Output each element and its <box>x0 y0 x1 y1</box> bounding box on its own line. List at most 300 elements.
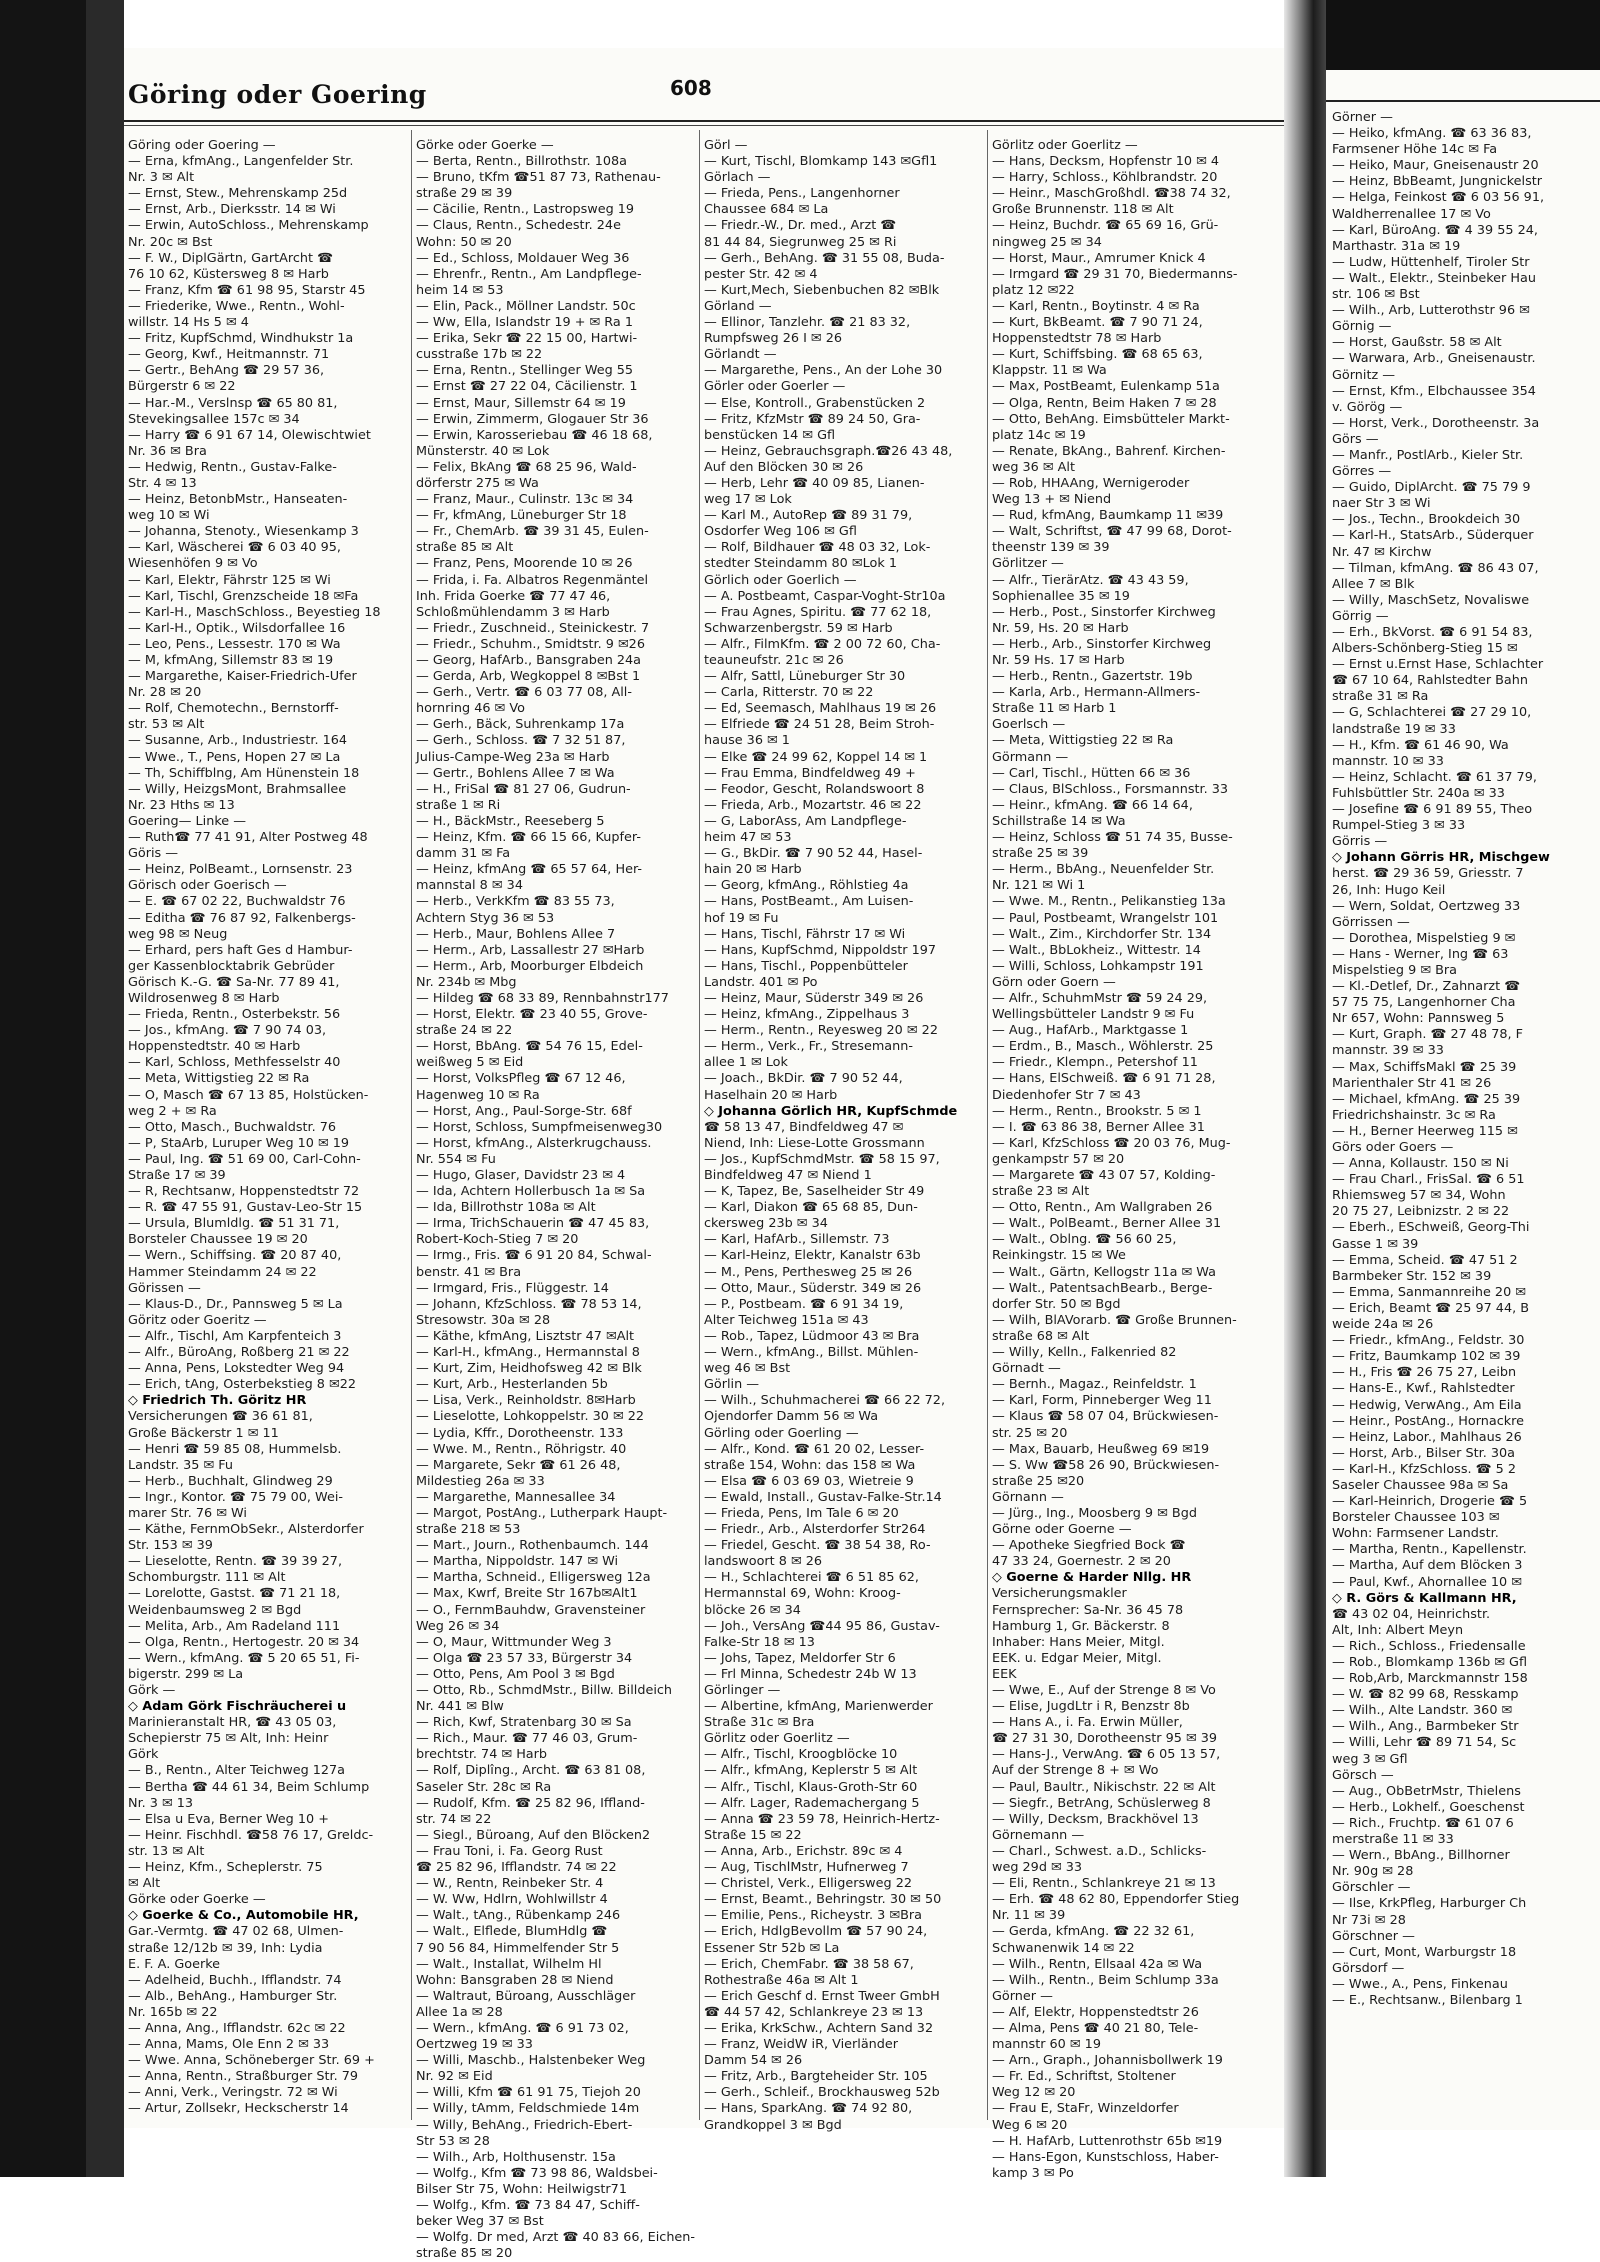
directory-entry: — Rich., Schloss., Friedensalle <box>1332 1638 1526 1654</box>
directory-entry: naer Str 3 ✉ Wi <box>1332 496 1431 512</box>
directory-entry: Robert-Koch-Stieg 7 ✉ 20 <box>416 1232 579 1248</box>
listing-column-2 <box>416 138 696 2262</box>
directory-entry: — Otto, Rentn., Am Wallgraben 26 <box>992 1200 1213 1216</box>
directory-entry: Nr. 92 ✉ Eid <box>416 2069 493 2085</box>
directory-entry: — Wwe. M., Rentn., Röhrigstr. 40 <box>416 1441 627 1457</box>
directory-entry: Landstr. 401 ✉ Po <box>704 974 818 990</box>
directory-entry: Marinieranstalt HR, ☎ 43 05 03, <box>128 1715 337 1731</box>
directory-entry: — Martha, Rentn., Kapellenstr. <box>1332 1542 1527 1558</box>
directory-entry: — O., FernmBauhdw, Gravensteiner <box>416 1602 646 1618</box>
directory-entry: Rumpel-Stieg 3 ✉ 33 <box>1332 818 1466 834</box>
directory-entry: Görrissen — <box>1332 914 1410 930</box>
directory-entry: — Karl, BüroAng. ☎ 4 39 55 24, <box>1332 222 1538 238</box>
directory-entry: — Herb, Lehr ☎ 40 09 85, Lianen- <box>704 475 925 491</box>
directory-entry: Hamburg 1, Gr. Bäckerstr. 8 <box>992 1618 1170 1634</box>
directory-entry: ◇ Johann Görris HR, Mischgew <box>1332 850 1550 866</box>
directory-entry: Görlich oder Goerlich — <box>704 572 857 588</box>
directory-entry: — Friederike, Wwe., Rentn., Wohl- <box>128 298 345 314</box>
directory-entry: — Ernst, Arb., Dierksstr. 14 ✉ Wi <box>128 202 336 218</box>
directory-entry: straße 31 ✉ Ra <box>1332 689 1429 705</box>
directory-entry: — Walt., Elflede, BlumHdlg ☎ <box>416 1924 608 1940</box>
directory-entry: — Otto, Maur., Süderstr. 349 ✉ 26 <box>704 1280 922 1296</box>
directory-entry: — Elke ☎ 24 99 62, Koppel 14 ✉ 1 <box>704 749 928 765</box>
directory-entry: — Bertha ☎ 44 61 34, Beim Schlump <box>128 1779 370 1795</box>
directory-entry: ☎ 44 57 42, Schlankreye 23 ✉ 13 <box>704 2004 924 2020</box>
directory-entry: Saseler Chaussee 98a ✉ Sa <box>1332 1477 1509 1493</box>
directory-entry: Marthastr. 31a ✉ 19 <box>1332 238 1461 254</box>
directory-entry: straße 12/12b ✉ 39, Inh: Lydia <box>128 1940 323 1956</box>
directory-entry: — Wilh., Rentn., Beim Schlump 33a <box>992 1972 1219 1988</box>
directory-entry: — Karl-H., kfmAng., Hermannstal 8 <box>416 1345 640 1361</box>
directory-entry: — Karl-Heinrich, Drogerie ☎ 5 <box>1332 1494 1528 1510</box>
directory-entry: — Georg, kfmAng., Röhlstieg 4a <box>704 878 909 894</box>
directory-entry: bigerstr. 299 ✉ La <box>128 1666 244 1682</box>
directory-entry: — Henri ☎ 59 85 08, Hummelsb. <box>128 1441 342 1457</box>
directory-entry: — Kurt, Schiffsbing. ☎ 68 65 63, <box>992 347 1203 363</box>
column-divider <box>699 130 700 2120</box>
directory-entry: — Frieda, Arb., Mozartstr. 46 ✉ 22 <box>704 797 922 813</box>
directory-entry: — M., Pens, Perthesweg 25 ✉ 26 <box>704 1264 913 1280</box>
directory-entry: — Lisa, Verk., Reinholdstr. 8✉Harb <box>416 1393 636 1409</box>
directory-entry: — Wilh., Schuhmacherei ☎ 66 22 72, <box>704 1393 946 1409</box>
directory-entry: — Walt., PolBeamt., Berner Allee 31 <box>992 1216 1222 1232</box>
directory-entry: — Wilh, BlAVorarb. ☎ Große Brunnen- <box>992 1312 1237 1328</box>
directory-entry: Görnann — <box>992 1489 1064 1505</box>
directory-entry: — Frau Charl., FrisSal. ☎ 6 51 <box>1332 1172 1525 1188</box>
directory-entry: — Warwara, Arb., Gneisenaustr. <box>1332 351 1536 367</box>
directory-entry: — Elsa u Eva, Berner Weg 10 + <box>128 1811 329 1827</box>
directory-entry: — Siegfr., BetrAng, Schüslerweg 8 <box>992 1795 1211 1811</box>
directory-entry: — Willi, Kfm ☎ 61 91 75, Tiejoh 20 <box>416 2085 641 2101</box>
directory-entry: dorfer Str. 50 ✉ Bgd <box>992 1296 1121 1312</box>
directory-entry: — Heinz, PolBeamt., Lornsenstr. 23 <box>128 862 353 878</box>
directory-entry: — Wern., kfmAng. ☎ 6 91 73 02, <box>416 2020 629 2036</box>
directory-entry: — Herb., Maur, Bohlens Allee 7 <box>416 926 616 942</box>
directory-entry: — Karl, Rentn., Boytinstr. 4 ✉ Ra <box>992 298 1200 314</box>
directory-entry: Görschler — <box>1332 1880 1411 1896</box>
directory-entry: — Christel, Verk., Elligersweg 22 <box>704 1876 912 1892</box>
directory-entry: — B., Rentn., Alter Teichweg 127a <box>128 1763 346 1779</box>
directory-entry: straße 1 ✉ Ri <box>416 797 501 813</box>
directory-entry: Hammer Steindamm 24 ✉ 22 <box>128 1264 317 1280</box>
directory-entry: — Herm., Rentn., Reyesweg 20 ✉ 22 <box>704 1023 938 1039</box>
directory-entry: — Guido, DiplArcht. ☎ 75 79 9 <box>1332 480 1531 496</box>
directory-entry: — Willy, Kelln., Falkenried 82 <box>992 1345 1177 1361</box>
directory-entry: — E. ☎ 67 02 22, Buchwaldstr 76 <box>128 894 346 910</box>
directory-entry: — Mart., Journ., Rothenbaumch. 144 <box>416 1538 649 1554</box>
directory-entry: — Gerh., Schloss. ☎ 7 32 51 87, <box>416 733 626 749</box>
directory-entry: weg 10 ✉ Wi <box>128 508 210 524</box>
directory-entry: Julius-Campe-Weg 23a ✉ Harb <box>416 749 610 765</box>
directory-entry: Görk — <box>128 1683 176 1698</box>
directory-entry: — H., Schlachterei ☎ 6 51 85 62, <box>704 1570 919 1586</box>
directory-entry: — Frida, i. Fa. Albatros Regenmäntel <box>416 572 649 588</box>
directory-entry: — Karl, Wäscherei ☎ 6 03 40 95, <box>128 540 341 556</box>
directory-entry: Görsch — <box>1332 1767 1394 1783</box>
directory-entry: — Kurt, Tischl, Blomkamp 143 ✉Gfl1 <box>704 154 938 170</box>
directory-entry: ◇ Johanna Görlich HR, KupfSchmde <box>704 1103 958 1119</box>
directory-entry: str. 74 ✉ 22 <box>416 1811 492 1827</box>
directory-entry: — Wwe., T., Pens, Hopen 27 ✉ La <box>128 749 341 765</box>
directory-entry: — Franz, Maur., Culinstr. 13c ✉ 34 <box>416 492 634 508</box>
directory-entry: — W. Ww, Hdlrn, Wohlwillstr 4 <box>416 1892 608 1908</box>
directory-entry: — Friedr., kfmAng., Feldstr. 30 <box>1332 1333 1525 1349</box>
directory-entry: Bürgerstr 6 ✉ 22 <box>128 379 236 395</box>
directory-entry: — H. HafArb, Luttenrothstr 65b ✉19 <box>992 2133 1223 2149</box>
directory-entry: — Herb., VerkKfm ☎ 83 55 73, <box>416 894 615 910</box>
directory-entry: — Gertr., BehAng ☎ 29 57 36, <box>128 363 325 379</box>
directory-entry: — Hedwig, Rentn., Gustav-Falke- <box>128 459 337 475</box>
directory-entry: Münsterstr. 40 ✉ Lok <box>416 443 550 459</box>
directory-entry: — Margarethe, Mannesallee 34 <box>416 1489 616 1505</box>
directory-entry: — K, Tapez, Be, Saselheider Str 49 <box>704 1184 925 1200</box>
directory-entry: — Heinz, Gebrauchsgraph.☎26 43 48, <box>704 443 953 459</box>
directory-entry: — Lieselotte, Lohkoppelstr. 30 ✉ 22 <box>416 1409 645 1425</box>
directory-entry: straße 24 ✉ 22 <box>416 1023 513 1039</box>
directory-entry: — Manfr., PostlArb., Kieler Str. <box>1332 447 1524 463</box>
directory-entry: — Ruth☎ 77 41 91, Alter Postweg 48 <box>128 830 368 846</box>
directory-entry: — Erich, Beamt ☎ 25 97 44, B <box>1332 1300 1530 1316</box>
directory-entry: straße 85 ✉ 20 <box>416 2246 513 2262</box>
directory-entry: Görissen — <box>128 1280 201 1296</box>
directory-entry: — Kurt,Mech, Siebenbuchen 82 ✉Blk <box>704 282 940 298</box>
directory-entry: — Th, Schiffblng, Am Hünenstein 18 <box>128 765 360 781</box>
directory-entry: Hoppenstedtstr 78 ✉ Harb <box>992 331 1162 347</box>
directory-entry: — Ernst, Kfm., Elbchaussee 354 <box>1332 383 1536 399</box>
listing-column-4 <box>992 138 1280 2181</box>
directory-entry: Landstr. 35 ✉ Fu <box>128 1457 234 1473</box>
directory-entry: Görres — <box>1332 464 1392 480</box>
directory-entry: — Meta, Wittigstieg 22 ✉ Ra <box>992 733 1174 749</box>
directory-entry: — Erich, ChemFabr. ☎ 38 58 67, <box>704 1956 914 1972</box>
directory-entry: — Alfr. Lager, Rademachergang 5 <box>704 1795 920 1811</box>
directory-entry: ☎ 27 31 30, Dorotheenstr 95 ✉ 39 <box>992 1731 1218 1747</box>
directory-entry: hof 19 ✉ Fu <box>704 910 779 926</box>
directory-entry: — Emma, Scheid. ☎ 47 51 2 <box>1332 1252 1518 1268</box>
directory-entry: — Walt., PatentsachBearb., Berge- <box>992 1280 1213 1296</box>
directory-entry: — Alfr., kfmAng, Keplerstr 5 ✉ Alt <box>704 1763 918 1779</box>
directory-entry: — Rudolf, Kfm. ☎ 25 82 96, Iffland- <box>416 1795 645 1811</box>
directory-entry: Schepierstr 75 ✉ Alt, Inh: Heinr <box>128 1731 329 1747</box>
directory-entry: — Frieda, Pens, Im Tale 6 ✉ 20 <box>704 1505 899 1521</box>
directory-entry: Görlitz oder Goerlitz — <box>992 138 1138 153</box>
directory-entry: Görke oder Goerke — <box>416 138 554 153</box>
directory-entry: straße 68 ✉ Alt <box>992 1328 1090 1344</box>
directory-entry: — Gertr., Bohlens Allee 7 ✉ Wa <box>416 765 615 781</box>
directory-entry: — S. Ww ☎58 26 90, Brückwiesen- <box>992 1457 1220 1473</box>
directory-entry: — Leo, Pens., Lessestr. 170 ✉ Wa <box>128 636 341 652</box>
directory-entry: — Erna, Rentn., Stellinger Weg 55 <box>416 363 634 379</box>
directory-entry: — Herm., Arb, Moorburger Elbdeich <box>416 958 644 974</box>
directory-entry: — Herm., Rentn., Brookstr. 5 ✉ 1 <box>992 1103 1202 1119</box>
directory-entry: — Walt., BbLokheiz., Wittestr. 14 <box>992 942 1201 958</box>
directory-entry: — Aug., HafArb., Marktgasse 1 <box>992 1023 1189 1039</box>
directory-entry: — Hans, KupfSchmd, Nippoldstr 197 <box>704 942 937 958</box>
directory-entry: — Karl, Schloss, Methfesselstr 40 <box>128 1055 341 1071</box>
directory-entry: — Horst, Schloss, Sumpfmeisenweg30 <box>416 1119 663 1135</box>
next-page-partial <box>1326 70 1600 2130</box>
directory-entry: Falke-Str 18 ✉ 13 <box>704 1634 815 1650</box>
directory-entry: Hermannstal 69, Wohn: Kroog- <box>704 1586 901 1602</box>
directory-entry: Görke oder Goerke — <box>128 1892 266 1908</box>
directory-entry: straße 25 ✉ 39 <box>992 846 1089 862</box>
page-header-title: Göring oder Goering <box>128 80 427 109</box>
directory-entry: 20 75 27, Leibnizstr. 2 ✉ 22 <box>1332 1204 1510 1220</box>
directory-entry: — Ernst, Beamt., Behringstr. 30 ✉ 50 <box>704 1892 942 1908</box>
directory-entry: — Apotheke Siegfried Bock ☎ <box>992 1538 1186 1554</box>
directory-entry: — Elin, Pack., Möllner Landstr. 50c <box>416 298 636 314</box>
directory-entry: ◇ Goerne & Harder Nllg. HR <box>992 1570 1192 1586</box>
directory-entry: Allee 1a ✉ 28 <box>416 2004 503 2020</box>
directory-entry: — Gerh., Vertr. ☎ 6 03 77 08, All- <box>416 685 632 701</box>
directory-entry: — Kurt, Zim, Heidhofsweg 42 ✉ Blk <box>416 1361 642 1377</box>
directory-entry: — Alfr., SchuhmMstr ☎ 59 24 29, <box>992 990 1208 1006</box>
directory-entry: — H., Fris ☎ 26 75 27, Leibn <box>1332 1365 1517 1381</box>
directory-entry: — Rob., Tapez, Lüdmoor 43 ✉ Bra <box>704 1328 920 1344</box>
directory-entry: Reinkingstr. 15 ✉ We <box>992 1248 1126 1264</box>
directory-entry: — Rob,Arb, Marckmannstr 158 <box>1332 1671 1528 1687</box>
directory-page <box>124 48 1284 2262</box>
directory-entry: — Hans, Tischl., Poppenbütteler <box>704 958 908 974</box>
directory-entry: mannstal 8 ✉ 34 <box>416 878 523 894</box>
directory-entry: mannstr. 39 ✉ 33 <box>1332 1043 1444 1059</box>
directory-entry: Görnemann — <box>992 1827 1085 1843</box>
directory-entry: — Fr., ChemArb. ☎ 39 31 45, Eulen- <box>416 524 649 540</box>
directory-entry: Auf den Blöcken 30 ✉ 26 <box>704 459 864 475</box>
directory-entry: weg 17 ✉ Lok <box>704 492 792 508</box>
directory-entry: — Ingr., Kontor. ☎ 75 79 00, Wei- <box>128 1489 344 1505</box>
directory-entry: Görland — <box>704 298 772 314</box>
directory-entry: teauneufstr. 21c ✉ 26 <box>704 653 844 668</box>
directory-entry: — Ed., Schloss, Moldauer Weg 36 <box>416 250 630 266</box>
directory-entry: Nr. 554 ✉ Fu <box>416 1151 496 1167</box>
directory-entry: — Alfr., BüroAng, Roßberg 21 ✉ 22 <box>128 1345 350 1361</box>
directory-entry: Mispelstieg 9 ✉ Bra <box>1332 962 1458 978</box>
directory-entry: — Helga, Feinkost ☎ 6 03 56 91, <box>1332 190 1545 206</box>
directory-entry: — Walt, Schriftst, ☎ 47 99 68, Dorot- <box>992 524 1232 540</box>
directory-entry: Görmann — <box>992 749 1069 765</box>
directory-entry: weide 24a ✉ 26 <box>1332 1317 1434 1333</box>
directory-entry: — Horst, Ang., Paul-Sorge-Str. 68f <box>416 1103 632 1119</box>
listing-column-3 <box>704 138 982 2133</box>
directory-entry: landstraße 19 ✉ 33 <box>1332 721 1456 737</box>
directory-entry: Görris — <box>1332 834 1388 850</box>
directory-entry: Inh. Frida Goerke ☎ 77 47 46, <box>416 588 611 604</box>
directory-entry: — Siegl., Büroang, Auf den Blöcken2 <box>416 1827 651 1843</box>
directory-entry: benstücken 14 ✉ Gfl <box>704 427 836 443</box>
directory-entry: weg 36 ✉ Alt <box>992 459 1075 475</box>
directory-entry: Farmsener Höhe 14c ✉ Fa <box>1332 142 1498 158</box>
directory-entry: Große Brunnenstr. 118 ✉ Alt <box>992 202 1174 218</box>
directory-entry: Saseler Str. 28c ✉ Ra <box>416 1779 552 1795</box>
directory-entry: — Wwe, E., Auf der Strenge 8 ✉ Vo <box>992 1683 1216 1698</box>
directory-entry: Gar.-Vermtg. ☎ 47 02 68, Ulmen- <box>128 1924 344 1940</box>
directory-entry: Borsteler Chaussee 19 ✉ 20 <box>128 1232 308 1248</box>
directory-entry: — Tilman, kfmAng. ☎ 86 43 07, <box>1332 560 1539 576</box>
directory-entry: — Olga, Rentn, Beim Haken 7 ✉ 28 <box>992 395 1217 411</box>
directory-entry: — Susanne, Arb., Industriestr. 164 <box>128 733 348 749</box>
directory-entry: Rumpfsweg 26 I ✉ 26 <box>704 331 842 347</box>
directory-entry: — Alfr., Tischl, Kroogblöcke 10 <box>704 1747 898 1763</box>
directory-entry: — Frau Agnes, Spiritu. ☎ 77 62 18, <box>704 604 932 620</box>
directory-entry: — Meta, Wittigstieg 22 ✉ Ra <box>128 1071 310 1087</box>
directory-entry: — Martha, Auf dem Blöcken 3 <box>1332 1558 1523 1574</box>
directory-entry: — Wwe. M., Rentn., Pelikanstieg 13a <box>992 894 1226 910</box>
directory-entry: — Willi, Lehr ☎ 89 71 54, Sc <box>1332 1735 1517 1751</box>
directory-entry: Göritz oder Goeritz — <box>128 1312 267 1328</box>
directory-entry: Bilser Str 75, Wohn: Heilwigstr71 <box>416 2181 627 2197</box>
directory-entry: ☎ 58 13 47, Bindfeldweg 47 ✉ <box>704 1119 904 1135</box>
directory-entry: Görnig — <box>1332 319 1392 335</box>
directory-entry: — Rich, Kwf, Stratenbarg 30 ✉ Sa <box>416 1715 632 1731</box>
directory-entry: — Otto, Masch., Buchwaldstr. 76 <box>128 1119 337 1135</box>
directory-entry: — Margarete ☎ 43 07 57, Kolding- <box>992 1168 1216 1183</box>
directory-entry: Wohn: Bansgraben 28 ✉ Niend <box>416 1972 614 1988</box>
directory-entry: merstraße 11 ✉ 33 <box>1332 1832 1454 1848</box>
directory-entry: — Frl Minna, Schedestr 24b W 13 <box>704 1666 917 1682</box>
directory-entry: — Johann, KfzSchloss. ☎ 78 53 14, <box>416 1296 642 1312</box>
directory-entry: Stevekingsallee 157c ✉ 34 <box>128 411 300 427</box>
directory-entry: — Walt., Gärtn, Kellogstr 11a ✉ Wa <box>992 1264 1216 1280</box>
directory-entry: Görler oder Goerler — <box>704 379 846 395</box>
directory-entry: — Joach., BkDir. ☎ 7 90 52 44, <box>704 1071 903 1087</box>
directory-entry: — Ed, Seemasch, Mahlhaus 19 ✉ 26 <box>704 701 937 717</box>
directory-entry: — Heinr., MaschGroßhdl. ☎38 74 32, <box>992 186 1231 202</box>
directory-entry: E. F. A. Goerke <box>128 1956 221 1972</box>
directory-entry: — Har.-M., Verslnsp ☎ 65 80 81, <box>128 395 338 411</box>
directory-entry: Nr. 11 ✉ 39 <box>992 1908 1066 1924</box>
directory-entry: — I. ☎ 63 86 38, Berner Allee 31 <box>992 1119 1205 1135</box>
directory-entry: Görnitz — <box>1332 367 1396 383</box>
directory-entry: Weg 6 ✉ 20 <box>992 2117 1068 2133</box>
directory-entry: — Herb., Buchhalt, Glindweg 29 <box>128 1473 333 1489</box>
directory-entry: — Gerda, Arb, Wegkoppel 8 ✉Bst 1 <box>416 669 641 685</box>
directory-entry: — Otto, Pens, Am Pool 3 ✉ Bgd <box>416 1666 615 1682</box>
directory-entry: — Anna, Rentn., Straßburger Str. 79 <box>128 2069 358 2085</box>
directory-entry: — Horst, Elektr. ☎ 23 40 55, Grove- <box>416 1007 648 1023</box>
directory-entry: — Harry ☎ 6 91 67 14, Olewischtwiet <box>128 427 371 443</box>
directory-entry: — Aug, TischlMstr, Hufnerweg 7 <box>704 1860 909 1876</box>
directory-entry: — Wilh., Arb, Holthusenstr. 15a <box>416 2149 616 2165</box>
directory-entry: — Frau Emma, Bindfeldweg 49 + <box>704 765 916 781</box>
directory-entry: 81 44 84, Siegrunweg 25 ✉ Ri <box>704 234 897 250</box>
directory-entry: — Renate, BkAng., Bahrenf. Kirchen- <box>992 443 1226 459</box>
directory-entry: Goerlsch — <box>992 717 1066 733</box>
directory-entry: — Heinr., kfmAng. ☎ 66 14 64, <box>992 797 1193 813</box>
directory-entry: Nr 73i ✉ 28 <box>1332 1912 1406 1928</box>
directory-entry: — Wern., Schiffsing. ☎ 20 87 40, <box>128 1248 342 1264</box>
header-rule-thin <box>124 125 1284 126</box>
directory-entry: — Karl, HafArb., Sillemstr. 73 <box>704 1232 890 1248</box>
directory-entry: — Ursula, Blumldlg. ☎ 51 31 71, <box>128 1216 340 1232</box>
directory-entry: — Dorothea, Mispelstieg 9 ✉ <box>1332 930 1516 946</box>
directory-entry: — Erich Geschf d. Ernst Tweer GmbH <box>704 1988 940 2004</box>
directory-entry: — Wwe. Anna, Schöneberger Str. 69 + <box>128 2053 375 2069</box>
directory-entry: — Willy, BehAng., Friedrich-Ebert- <box>416 2117 633 2133</box>
directory-entry: straße 85 ✉ Alt <box>416 540 514 556</box>
directory-entry: blöcke 26 ✉ 34 <box>704 1602 801 1618</box>
directory-entry: — Heinz, Kfm., Scheplerstr. 75 <box>128 1860 323 1876</box>
directory-entry: — Max, SchiffsMakl ☎ 25 39 <box>1332 1059 1517 1075</box>
directory-entry: — Margarete, Sekr ☎ 61 26 48, <box>416 1457 621 1473</box>
directory-entry: 76 10 62, Küstersweg 8 ✉ Harb <box>128 266 329 282</box>
directory-entry: — Jos., Techn., Brookdeich 30 <box>1332 512 1521 528</box>
directory-entry: — Alfr., Tischl, Am Karpfenteich 3 <box>128 1328 342 1344</box>
directory-entry: Göring oder Goering — <box>128 138 276 153</box>
directory-entry: Rothestraße 46a ✉ Alt 1 <box>704 1972 859 1988</box>
directory-entry: benstr. 41 ✉ Bra <box>416 1264 522 1280</box>
directory-entry: Görne oder Goerne — <box>992 1522 1132 1538</box>
directory-entry: — Gerh., BehAng. ☎ 31 55 08, Buda- <box>704 250 945 266</box>
directory-entry: Görs — <box>1332 431 1379 447</box>
directory-entry: Alter Teichweg 151a ✉ 43 <box>704 1312 869 1328</box>
directory-entry: — Heinz, Schloss ☎ 51 74 35, Busse- <box>992 830 1233 846</box>
book-gutter <box>1284 0 1326 2177</box>
directory-entry: — Lydia, Kffr., Dorotheenstr. 133 <box>416 1425 624 1441</box>
directory-entry: — F. W., DiplGärtn, GartArcht ☎ <box>128 250 334 266</box>
directory-entry: — Frau E, StaFr, Winzeldorfer <box>992 2101 1179 2117</box>
directory-entry: — Walt., Zim., Kirchdorfer Str. 134 <box>992 926 1212 942</box>
directory-entry: — M, kfmAng, Sillemstr 83 ✉ 19 <box>128 653 334 668</box>
directory-entry: — Karl, Form, Pinneberger Weg 11 <box>992 1393 1212 1409</box>
directory-entry: Fuhlsbüttler Str. 240a ✉ 33 <box>1332 785 1505 801</box>
directory-entry: — Wilh., Arb, Lutterothstr 96 ✉ <box>1332 303 1530 319</box>
directory-entry: Görner — <box>1332 110 1393 125</box>
directory-entry: Diedenhofer Str 7 ✉ 43 <box>992 1087 1141 1103</box>
directory-entry: Nr. 121 ✉ Wi 1 <box>992 878 1086 894</box>
directory-entry: — H., FriSal ☎ 81 27 06, Gudrun- <box>416 781 631 797</box>
directory-entry: straße 25 ✉20 <box>992 1473 1085 1489</box>
directory-entry: heim 47 ✉ 53 <box>704 830 792 846</box>
directory-entry: — Bernh., Magaz., Reinfeldstr. 1 <box>992 1377 1197 1393</box>
directory-entry: — Erna, kfmAng., Langenfelder Str. <box>128 154 354 170</box>
directory-entry: — Willy, MaschSetz, Novaliswe <box>1332 592 1530 608</box>
directory-entry: — Herm., Arb, Lassallestr 27 ✉Harb <box>416 942 645 958</box>
directory-entry: — Hans, PostBeamt., Am Luisen- <box>704 894 914 910</box>
directory-entry: Göris — <box>128 846 179 862</box>
directory-entry: ☎ 43 02 04, Heinrichstr. <box>1332 1606 1491 1622</box>
directory-entry: — Alfr., FilmKfm. ☎ 2 00 72 60, Cha- <box>704 636 941 652</box>
directory-entry: — Heinz, Buchdr. ☎ 65 69 16, Grü- <box>992 218 1219 234</box>
directory-entry: Nr. 59 Hs. 17 ✉ Harb <box>992 653 1125 668</box>
directory-entry: — Erwin, Karosseriebau ☎ 46 18 68, <box>416 427 653 443</box>
directory-entry: ckersweg 23b ✉ 34 <box>704 1216 828 1232</box>
directory-entry: — Karl, Elektr, Fährstr 125 ✉ Wi <box>128 572 331 588</box>
directory-entry: — Berta, Rentn., Billrothstr. 108a <box>416 154 627 170</box>
directory-entry: — Claus, BlSchloss., Forsmannstr. 33 <box>992 781 1229 797</box>
directory-entry: beker Weg 37 ✉ Bst <box>416 2214 544 2230</box>
directory-entry: Stresowstr. 30a ✉ 28 <box>416 1312 551 1328</box>
directory-entry: — Hildeg ☎ 68 33 89, Rennbahnstr177 <box>416 990 669 1006</box>
directory-entry: str. 106 ✉ Bst <box>1332 287 1420 303</box>
directory-entry: 26, Inh: Hugo Keil <box>1332 882 1446 898</box>
directory-entry: Görlitz oder Goerlitz — <box>704 1731 850 1747</box>
directory-entry: — Willy, Decksm, Brackhövel 13 <box>992 1811 1199 1827</box>
directory-entry: str. 53 ✉ Alt <box>128 717 205 733</box>
directory-entry: weißweg 5 ✉ Eid <box>416 1055 524 1071</box>
directory-entry: — W. ☎ 82 99 68, Resskamp <box>1332 1687 1519 1703</box>
directory-entry: Niend, Inh: Liese-Lotte Grossmann <box>704 1135 925 1151</box>
directory-entry: — Herb., Rentn., Gazertstr. 19b <box>992 669 1193 685</box>
directory-entry: Wohn: 50 ✉ 20 <box>416 234 512 250</box>
directory-entry: Straße 15 ✉ 22 <box>704 1827 802 1843</box>
directory-entry: — Harry, Schloss., Köhlbrandstr. 20 <box>992 170 1218 186</box>
directory-entry: — Heiko, Maur, Gneisenaustr 20 <box>1332 158 1539 174</box>
directory-entry: — Charl., Schwest. a.D., Schlicks- <box>992 1843 1207 1859</box>
directory-entry: Görlinger — <box>704 1683 781 1698</box>
directory-entry: — Elsa ☎ 6 03 69 03, Wietreie 9 <box>704 1473 914 1489</box>
directory-entry: — Walt., Installat, Wilhelm Hl <box>416 1956 602 1972</box>
